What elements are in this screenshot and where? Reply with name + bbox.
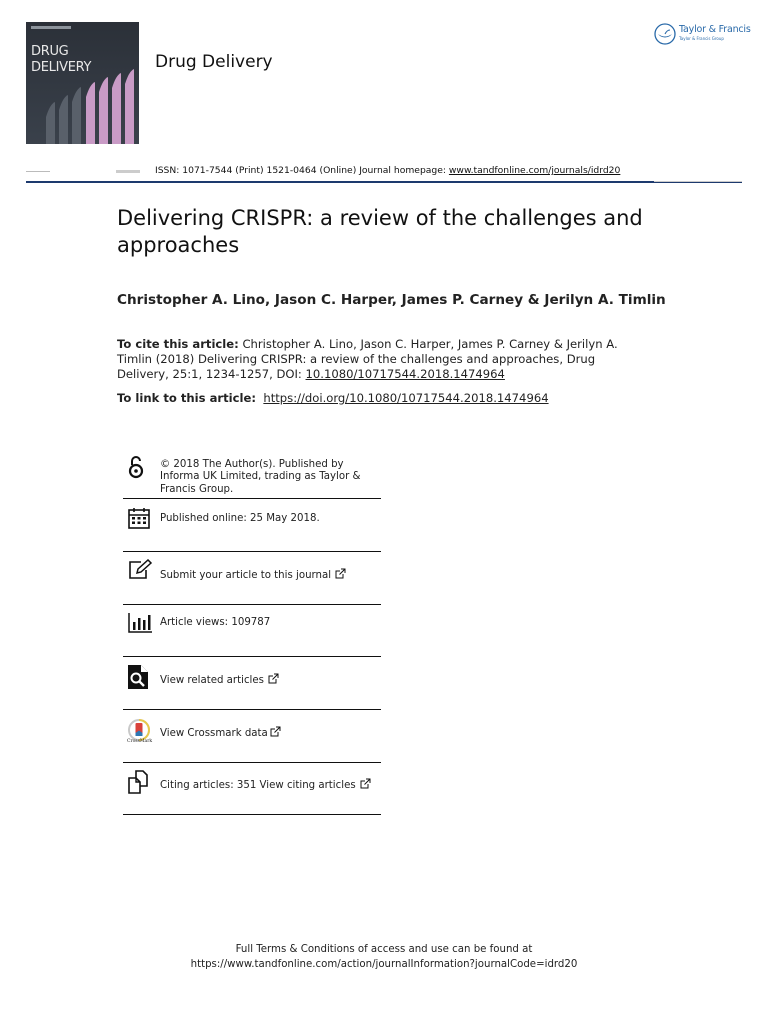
publisher-subtitle: Taylor & Francis Group <box>679 36 724 41</box>
view-related-label: View related articles <box>160 675 264 686</box>
external-link-icon <box>268 673 279 684</box>
calendar-icon <box>127 506 151 530</box>
issn-info <box>155 165 620 176</box>
submit-article-link[interactable] <box>160 568 384 582</box>
published-date: Published online: 25 May 2018. <box>160 513 320 524</box>
submit-divider <box>123 604 381 605</box>
issn-text: ISSN: 1071-7544 (Print) 1521-0464 (Online) Journal homepage: <box>155 165 449 176</box>
article-link-label: To link to this article: <box>117 391 256 405</box>
journal-homepage-link[interactable]: www.tandfonline.com/journals/idrd20 <box>448 165 621 176</box>
terms-url[interactable]: https://www.tandfonline.com/action/journalInformation?journalCode=idrd20 <box>190 959 578 970</box>
citation-text: Christopher A. Lino, Jason C. Harper, James P. Carney & Jerilyn A. Timlin (2018) Delivering CRISPR: a review of the challenges and approaches, Drug Delivery, 25:1, 1234-1257, DOI: <box>117 337 618 381</box>
edit-icon <box>127 559 153 581</box>
article-views: Article views: 109787 <box>160 617 271 628</box>
submit-article-label: Submit your article to this journal <box>160 570 332 581</box>
citing-articles-label: Citing articles: 351 View citing articles <box>160 780 356 791</box>
citing-divider <box>123 814 381 815</box>
cover-title-line2: DELIVERY <box>31 60 92 75</box>
publisher-name: Taylor & Francis <box>679 24 751 35</box>
external-link-icon <box>360 778 371 789</box>
cover-stripes-graphic <box>26 22 139 144</box>
article-link-block <box>117 391 549 405</box>
cover-title-line1: DRUG <box>31 44 69 59</box>
article-doi-url[interactable]: https://doi.org/10.1080/10717544.2018.1474964 <box>263 391 549 405</box>
published-divider <box>123 551 381 552</box>
journal-name: Drug Delivery <box>155 52 273 72</box>
terms-footer <box>0 942 768 972</box>
header-divider-left <box>26 171 50 172</box>
journal-cover[interactable] <box>26 22 139 144</box>
article-authors: Christopher A. Lino, Jason C. Harper, James P. Carney & Jerilyn A. Timlin <box>117 292 666 308</box>
views-divider <box>123 656 381 657</box>
header-rule <box>26 181 742 183</box>
view-related-articles-link[interactable] <box>160 673 384 687</box>
citation-doi-link[interactable]: 10.1080/10717544.2018.1474964 <box>305 367 505 381</box>
related-divider <box>123 709 381 710</box>
license-text: © 2018 The Author(s). Published by Informa UK Limited, trading as Taylor & Francis Group. <box>160 459 361 495</box>
terms-line1: Full Terms & Conditions of access and use can be found at <box>235 944 533 955</box>
external-link-icon <box>270 726 281 737</box>
crossmark-logo-text: CrossMark <box>127 739 153 744</box>
license-divider <box>123 498 381 499</box>
header-mini-logo <box>116 170 140 173</box>
citation-block <box>117 337 642 382</box>
publisher-lamp-icon <box>654 22 678 46</box>
citing-articles-icon <box>127 770 151 794</box>
open-access-icon <box>127 454 145 480</box>
related-search-icon <box>127 664 149 690</box>
bar-chart-icon <box>127 612 153 634</box>
citing-articles-link[interactable] <box>160 778 400 792</box>
header-rule-notch <box>654 178 742 182</box>
crossmark-label: View Crossmark data <box>160 728 268 739</box>
article-title: Delivering CRISPR: a review of the challenges and approaches <box>117 206 643 257</box>
citation-label: To cite this article: <box>117 337 239 351</box>
view-crossmark-link[interactable] <box>160 726 384 740</box>
external-link-icon <box>335 568 346 579</box>
crossmark-divider <box>123 762 381 763</box>
